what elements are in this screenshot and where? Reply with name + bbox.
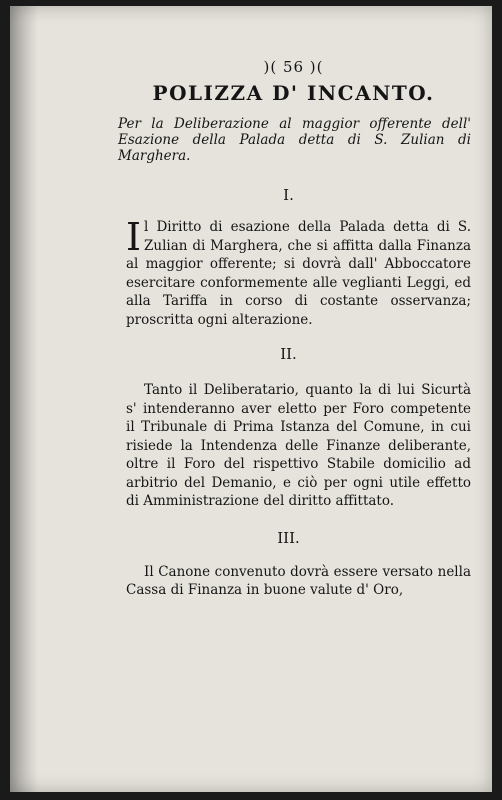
document-title: POLIZZA D' INCANTO.	[152, 81, 435, 105]
page-gutter-shadow	[10, 6, 38, 792]
drop-cap: I	[126, 215, 142, 259]
section-1-text	[126, 215, 471, 329]
section-numeral-2: II.	[280, 345, 297, 363]
section-3-text: Il Canone convenuto dovrà essere versato nella Cassa di Finanza in buone valute d' Oro,	[126, 563, 471, 598]
book-page	[10, 6, 492, 792]
section-numeral-1: I.	[283, 186, 294, 204]
section-2-text: Tanto il Deliberatario, quanto la di lui Sicurtà s' intenderanno aver eletto per Foro competente il Tribunale di Prima Istanza del Comune, in cui risiede la Intendenza delle Finanze deliberante, oltre il Foro del rispettivo Stabile domicilio ad arbitrio del Demanio, e ciò per ogni utile effetto di Amministrazione del diritto affittato.	[126, 382, 471, 509]
document-subtitle: Per la Deliberazione al maggior offerente dell' Esazione della Palada detta di S. Zulian di Marghera.	[118, 116, 471, 164]
page-number: )( 56 )(	[263, 58, 324, 76]
section-1-body: l Diritto di esazione della Palada detta di S. Zulian di Marghera, che si affitta dalla Finanza al maggior offerente; si dovrà dall' Abboccatore esercitare conformemente alle veglianti Leggi, ed alla Tariffa in corso di costante osservanza; proscritta ogni alterazione.	[126, 219, 471, 328]
section-numeral-3: III.	[277, 528, 300, 547]
page-content	[118, 58, 471, 600]
